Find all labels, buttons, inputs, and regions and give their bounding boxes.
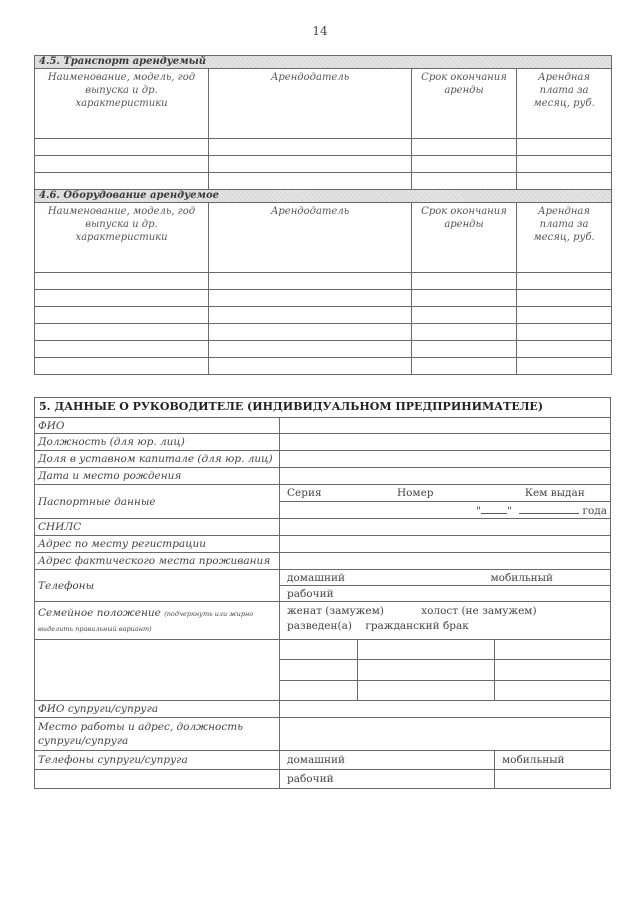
- reg-address-label: Адрес по месту регистрации: [35, 536, 280, 553]
- spouse-phone-mobile: мобильный: [502, 754, 565, 766]
- marital-label-cell: [35, 602, 280, 640]
- passport-label: Паспортные данные: [35, 485, 280, 519]
- actual-address-field[interactable]: [280, 553, 611, 570]
- reg-address-field[interactable]: [280, 536, 611, 553]
- page-number: 14: [312, 24, 328, 38]
- position-field[interactable]: [280, 434, 611, 451]
- marital-label: Семейное положение: [38, 606, 161, 619]
- spouse-fio-label: ФИО супруги/супруга: [35, 701, 280, 718]
- marital-options[interactable]: [280, 602, 611, 640]
- year-word: года: [582, 504, 608, 517]
- actual-address-label: Адрес фактического места проживания: [35, 553, 280, 570]
- phone-work: рабочий: [287, 587, 334, 600]
- spouse-mobile-cell[interactable]: [495, 751, 611, 770]
- phone-home: домашний: [287, 571, 345, 584]
- col-header-term: Срок окончания аренды: [412, 203, 517, 273]
- passport-date-row[interactable]: " " года: [280, 502, 611, 519]
- table-row: [35, 358, 612, 375]
- table-row: [35, 290, 612, 307]
- share-label: Доля в уставном капитале (для юр. лиц): [35, 451, 280, 468]
- passport-series: Серия: [287, 487, 322, 499]
- rented-transport-table: [34, 55, 612, 190]
- phones-label: Телефоны: [35, 570, 280, 602]
- passport-issued: Кем выдан: [524, 487, 585, 499]
- spouse-home-cell[interactable]: [280, 751, 495, 770]
- table-row: [35, 173, 612, 190]
- phone-work-row[interactable]: [280, 586, 611, 602]
- col-header-rent: Арендная плата за месяц, руб.: [517, 69, 612, 139]
- spouse-fio-field[interactable]: [280, 701, 611, 718]
- col-header-name: Наименование, модель, год выпуска и др. характеристики: [35, 203, 209, 273]
- spouse-work-field[interactable]: [280, 718, 611, 751]
- fio-label: ФИО: [35, 418, 280, 434]
- phone-mobile: мобильный: [490, 571, 554, 584]
- section-title-4-6: 4.6. Оборудование арендуемое: [35, 190, 612, 203]
- option-civil[interactable]: гражданский брак: [365, 620, 469, 632]
- snils-field[interactable]: [280, 519, 611, 536]
- table-row: [35, 156, 612, 173]
- snils-label: СНИЛС: [35, 519, 280, 536]
- option-single[interactable]: холост (не замужем): [421, 605, 537, 617]
- birth-field[interactable]: [280, 468, 611, 485]
- children-blank: [35, 640, 280, 701]
- fio-field[interactable]: [280, 418, 611, 434]
- marital-note: (подчеркнуть или жирно выделить правильный вариант): [38, 609, 254, 633]
- passport-row[interactable]: [280, 485, 611, 502]
- spouse-phone-work: рабочий: [287, 773, 334, 785]
- col-header-lessor: Арендодатель: [209, 203, 412, 273]
- table-row: [35, 273, 612, 290]
- table-row: [35, 307, 612, 324]
- spouse-phones-label: Телефоны супруги/супруга: [35, 751, 280, 770]
- option-married[interactable]: женат (замужем): [287, 605, 384, 617]
- rented-equipment-table: [34, 189, 612, 375]
- option-divorced[interactable]: разведен(а): [287, 620, 352, 632]
- spouse-work-phone-cell[interactable]: [280, 770, 495, 789]
- spouse-work-label: Место работы и адрес, должность супруги/супруга: [35, 718, 280, 751]
- birth-label: Дата и место рождения: [35, 468, 280, 485]
- passport-number: Номер: [396, 487, 434, 499]
- col-header-rent: Арендная плата за месяц, руб.: [517, 203, 612, 273]
- col-header-lessor: Арендодатель: [209, 69, 412, 139]
- col-header-term: Срок окончания аренды: [412, 69, 517, 139]
- col-header-name: Наименование, модель, год выпуска и др. характеристики: [35, 69, 209, 139]
- share-field[interactable]: [280, 451, 611, 468]
- table-row: [35, 139, 612, 156]
- spouse-phone-home: домашний: [287, 754, 345, 766]
- table-row: [35, 341, 612, 358]
- position-label: Должность (для юр. лиц): [35, 434, 280, 451]
- phones-row[interactable]: [280, 570, 611, 586]
- section-title-4-5: 4.5. Транспорт арендуемый: [35, 56, 612, 69]
- table-row: [35, 324, 612, 341]
- manager-data-table: [34, 397, 611, 789]
- section-title-5: 5. ДАННЫЕ О РУКОВОДИТЕЛЕ (ИНДИВИДУАЛЬНОМ ПРЕДПРИНИМАТЕЛЕ): [35, 398, 611, 418]
